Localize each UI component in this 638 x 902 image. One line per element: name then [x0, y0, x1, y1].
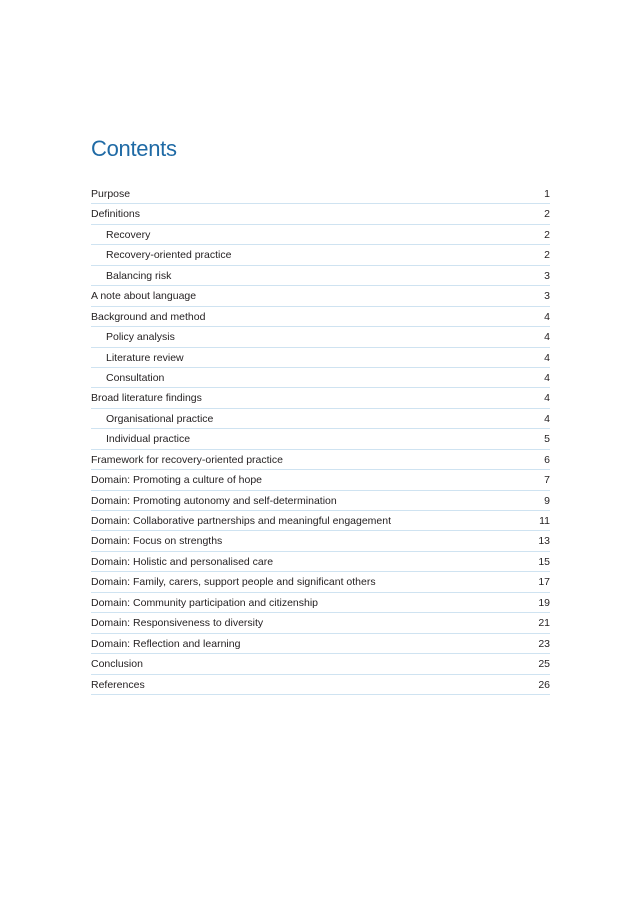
toc-entry-label: Domain: Reflection and learning — [91, 637, 241, 650]
toc-page-number: 3 — [544, 269, 550, 282]
toc-page-number: 4 — [544, 331, 550, 344]
toc-entry-label: Organisational practice — [106, 412, 214, 425]
toc-entry[interactable] — [91, 450, 550, 470]
toc-subentry[interactable] — [91, 327, 550, 347]
toc-page-number: 4 — [544, 392, 550, 405]
toc-entry-label: Policy analysis — [106, 331, 175, 344]
toc-entry-label: Domain: Holistic and personalised care — [91, 555, 274, 568]
toc-entry-label: Consultation — [106, 371, 165, 384]
toc-entry[interactable] — [91, 654, 550, 674]
toc-page-number: 2 — [544, 228, 550, 241]
toc-page-number: 3 — [544, 290, 550, 303]
toc-page-number: 17 — [538, 576, 550, 589]
toc-entry[interactable] — [91, 613, 550, 633]
toc-entry[interactable] — [91, 184, 550, 204]
toc-page-number: 4 — [544, 412, 550, 425]
toc-subentry[interactable] — [91, 368, 550, 388]
toc-page-number: 2 — [544, 208, 550, 221]
page-title: Contents — [91, 136, 177, 161]
toc-entry[interactable] — [91, 307, 550, 327]
toc-entry[interactable] — [91, 593, 550, 613]
toc-page-number: 4 — [544, 310, 550, 323]
toc-page-number: 19 — [538, 596, 550, 609]
toc-page-number: 25 — [538, 658, 550, 671]
toc-page-number: 6 — [544, 453, 550, 466]
toc-entry-label: Broad literature findings — [91, 392, 202, 405]
toc-entry-label: Recovery — [106, 228, 151, 241]
toc-entry-label: Framework for recovery-oriented practice — [91, 453, 283, 466]
toc-entry-label: Conclusion — [91, 658, 143, 671]
toc-page-number: 5 — [544, 433, 550, 446]
toc-entry-label: Domain: Family, carers, support people and significant others — [91, 576, 376, 589]
table-of-contents — [91, 184, 550, 695]
toc-page-number: 9 — [544, 494, 550, 507]
toc-entry-label: Balancing risk — [106, 269, 172, 282]
toc-page-number: 13 — [538, 535, 550, 548]
toc-subentry[interactable] — [91, 245, 550, 265]
toc-entry-label: A note about language — [91, 290, 197, 303]
toc-page-number: 4 — [544, 351, 550, 364]
toc-entry[interactable] — [91, 286, 550, 306]
toc-entry[interactable] — [91, 470, 550, 490]
toc-entry[interactable] — [91, 204, 550, 224]
toc-entry-label: Domain: Community participation and citizenship — [91, 596, 319, 609]
toc-entry-label: Background and method — [91, 310, 206, 323]
toc-entry[interactable] — [91, 572, 550, 592]
toc-entry-label: Individual practice — [106, 433, 191, 446]
toc-entry-label: Domain: Promoting a culture of hope — [91, 474, 263, 487]
toc-page-number: 15 — [538, 555, 550, 568]
toc-page-number: 23 — [538, 637, 550, 650]
toc-subentry[interactable] — [91, 348, 550, 368]
toc-page-number: 21 — [538, 617, 550, 630]
toc-page-number: 2 — [544, 249, 550, 262]
toc-subentry[interactable] — [91, 225, 550, 245]
toc-entry-label: Literature review — [106, 351, 184, 364]
toc-page-number: 11 — [539, 515, 550, 527]
toc-entry[interactable] — [91, 634, 550, 654]
toc-page-number: 4 — [544, 371, 550, 384]
toc-entry-label: Recovery-oriented practice — [106, 249, 232, 262]
toc-entry-label: Definitions — [91, 208, 141, 221]
toc-subentry[interactable] — [91, 409, 550, 429]
toc-entry[interactable] — [91, 552, 550, 572]
toc-subentry[interactable] — [91, 429, 550, 449]
toc-entry[interactable] — [91, 675, 550, 695]
toc-entry[interactable] — [91, 388, 550, 408]
toc-entry-label: Purpose — [91, 188, 131, 200]
toc-entry-label: Domain: Focus on strengths — [91, 535, 223, 548]
toc-subentry[interactable] — [91, 266, 550, 286]
toc-entry-label: Domain: Responsiveness to diversity — [91, 617, 264, 630]
toc-page-number: 26 — [538, 678, 550, 691]
toc-entry[interactable] — [91, 491, 550, 511]
toc-page-number: 7 — [544, 474, 550, 487]
toc-page-number: 1 — [544, 188, 550, 200]
toc-entry[interactable] — [91, 511, 550, 531]
toc-entry-label: Domain: Collaborative partnerships and meaningful engagement — [91, 515, 392, 527]
toc-entry-label: References — [91, 678, 145, 691]
toc-entry-label: Domain: Promoting autonomy and self-determination — [91, 494, 337, 507]
toc-entry[interactable] — [91, 531, 550, 551]
